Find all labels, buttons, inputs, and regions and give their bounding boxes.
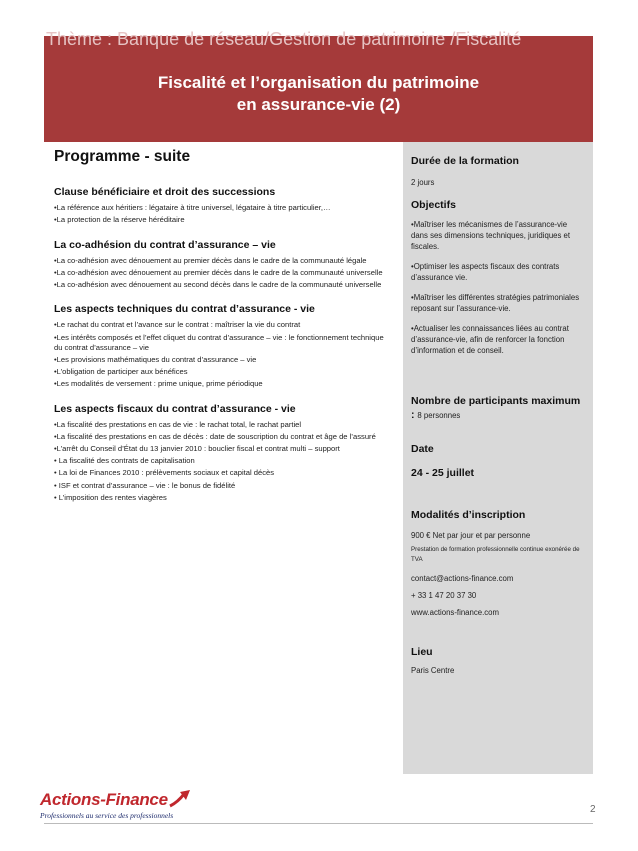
program-section [54,403,384,503]
registration-heading: Modalités d’inscription [411,509,526,521]
program-title: Programme - suite [54,148,191,165]
date-value: 24 - 25 juillet [411,467,475,479]
sidebar-content [411,142,586,676]
info-sidebar [403,142,593,774]
duration-heading: Durée de la formation [411,155,519,167]
section-item: •Les provisions mathématiques du contrat d’assurance – vie [54,355,257,365]
section-item: •La co-adhésion avec dénouement au second décès dans le cadre de la communauté universelle [54,279,382,289]
section-item: •La protection de la réserve héréditaire [54,215,185,225]
section-item: • La loi de Finances 2010 : prélèvements sociaux et capital décès [54,468,275,478]
section-item: • ISF et contrat d’assurance – vie : le bonus de fidélité [54,480,236,490]
section-item: •La fiscalité des prestations en cas de décès : date de souscription du contrat et âge de l’assuré [54,432,376,442]
section-item: • La fiscalité des contrats de capitalisation [54,456,195,466]
theme-label: Thème : Banque de réseau/Gestion de patrimoine /Fiscalité [46,29,522,49]
participants-value: 8 personnes [417,411,461,420]
title-line-1: Fiscalité et l’organisation du patrimoine [157,73,480,92]
section-item: • L’imposition des rentes viagères [54,492,167,502]
section-item: •Les modalités de versement : prime unique, prime périodique [54,379,263,389]
section-item: •Les intérêts composés et l’effet cliquet du contrat d’assurance – vie : le fonctionnement technique du contrat d’assurance – vie [54,332,384,353]
place-value: Paris Centre [411,666,455,675]
date-heading: Date [411,443,434,455]
contact-phone: + 33 1 47 20 37 30 [411,591,477,600]
vat-note: Prestation de formation professionnelle continue exonérée de TVA [411,546,580,563]
objective-item: •Maîtriser les différentes stratégies patrimoniales reposant sur l’assurance-vie. [411,293,580,313]
program-section [54,186,384,226]
logo-tagline: Professionnels au service des professionnels [40,811,174,820]
objective-item: •Maîtriser les mécanismes de l’assurance-vie dans ses dimensions techniques, juridiques et fiscales. [411,220,571,251]
participants-block [411,394,586,422]
program-column [54,148,384,516]
section-heading: Clause bénéficiaire et droit des successions [54,186,276,198]
page-title [44,72,593,116]
logo-wordmark: Actions-Finance [40,790,168,809]
program-section [54,239,384,291]
section-heading: La co-adhésion du contrat d’assurance – vie [54,238,276,251]
section-item: •La fiscalité des prestations en cas de vie : le rachat total, le rachat partiel [54,420,302,430]
section-item: •L’obligation de participer aux bénéfices [54,367,188,377]
section-item: •La co-adhésion avec dénouement au premier décès dans le cadre de la communauté légale [54,255,367,265]
objective-item: •Optimiser les aspects fiscaux des contrats d’assurance vie. [411,262,560,282]
participants-heading: Nombre de participants maximum : [411,395,581,421]
company-logo [40,786,190,824]
footer-divider [44,823,593,824]
price-value: 900 € Net par jour et par personne [411,531,531,540]
section-item: •L’arrêt du Conseil d’État du 13 janvier 2010 : bouclier fiscal et contrat multi – support [54,444,340,454]
section-item: •La co-adhésion avec dénouement au premier décès dans le cadre de la communauté universelle [54,267,383,277]
duration-value: 2 jours [411,178,435,187]
program-section [54,303,384,390]
section-heading: Les aspects fiscaux du contrat d’assurance - vie [54,403,296,416]
section-item: •Le rachat du contrat et l’avance sur le contrat : maîtriser la vie du contrat [54,320,301,330]
objective-item: •Actualiser les connaissances liées au contrat d’assurance-vie, afin de renforcer la fonction d’information et de conseil. [411,324,569,355]
title-line-2: en assurance-vie (2) [236,95,401,114]
objectives-heading: Objectifs [411,199,456,211]
contact-website: www.actions-finance.com [411,608,499,617]
page-number: 2 [590,804,596,815]
place-heading: Lieu [411,646,433,658]
section-heading: Les aspects techniques du contrat d’assurance - vie [54,303,315,316]
section-item: •La référence aux héritiers : légataire à titre universel, légataire à titre particulier,… [54,203,331,212]
contact-email: contact@actions-finance.com [411,574,514,583]
logo-arrow-icon [168,788,192,810]
